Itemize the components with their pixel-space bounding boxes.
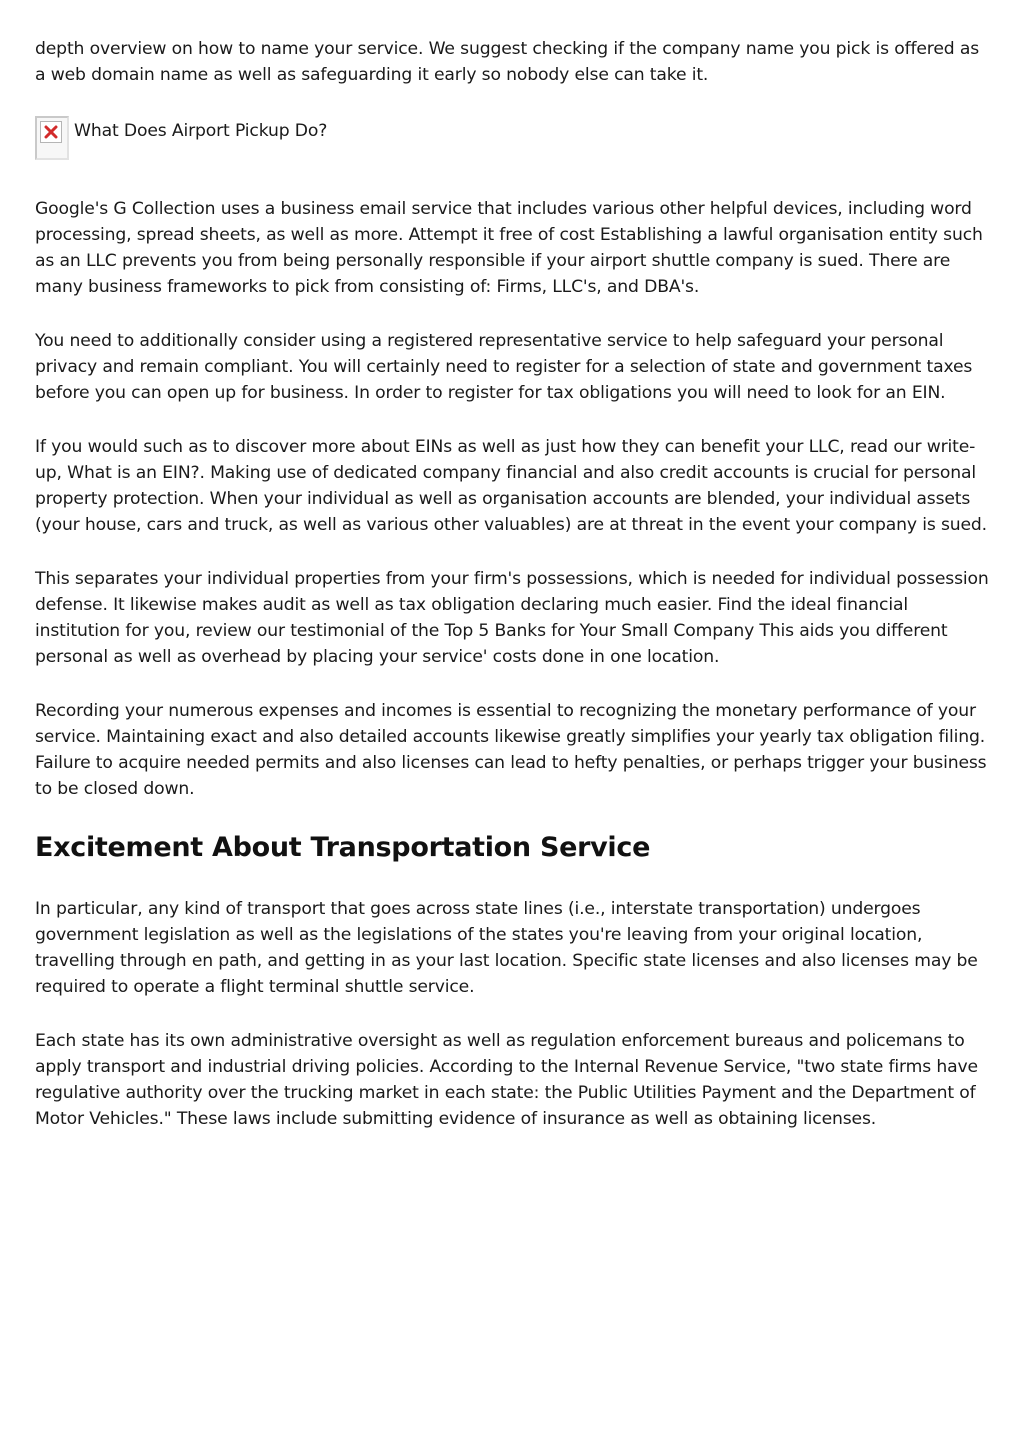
embedded-image [35, 116, 993, 166]
section-heading: Excitement About Transportation Service [35, 832, 651, 863]
paragraph-intro: depth overview on how to name your service. We suggest checking if the company name you pick is offered as a web domain name as well as safeguarding it early so nobody else can take it. [35, 39, 980, 85]
paragraph-separate-accounts: This separates your individual properties from your firm's possessions, which is needed for individual possession defense. It likewise makes audit as well as tax obligation declaring much easier. Find the ideal financial institution for you, review our testimonial of the Top 5 Banks for Your Small Company This aids you different personal as well as overhead by placing your service' costs done in one location. [35, 569, 989, 667]
paragraph-email-service: Google's G Collection uses a business email service that includes various other helpful devices, including word processing, spread sheets, as well as more. Attempt it free of cost Establishing a lawful organisation entity such as an LLC prevents you from being personally responsible if your airport shuttle company is sued. There are many business frameworks to pick from consisting of: Firms, LLC's, and DBA's. [35, 199, 983, 297]
article-body [35, 36, 993, 1160]
paragraph-state-oversight: Each state has its own administrative oversight as well as regulation enforcement bureaus and policemans to apply transport and industrial driving policies. According to the Internal Revenue Service, "two state firms have regulative authority over the trucking market in each state: the Public Utilities Payment and the Department of Motor Vehicles." These laws include submitting evidence of insurance as well as obtaining licenses. [35, 1031, 978, 1129]
broken-image-icon [35, 116, 69, 160]
paragraph-expenses: Recording your numerous expenses and incomes is essential to recognizing the monetary performance of your service. Maintaining exact and also detailed accounts likewise greatly simplifies your yearly tax obligation filing. Failure to acquire needed permits and also licenses can lead to hefty penalties, or perhaps trigger your business to be closed down. [35, 701, 987, 799]
image-alt-text: What Does Airport Pickup Do? [74, 121, 328, 141]
paragraph-interstate: In particular, any kind of transport that goes across state lines (i.e., interstate transportation) undergoes government legislation as well as the legislations of the states you're leaving from your original location, travelling through en path, and getting in as your last location. Specific state licenses and also licenses may be required to operate a flight terminal shuttle service. [35, 899, 978, 997]
paragraph-registered-agent: You need to additionally consider using a registered representative service to help safeguard your personal privacy and remain compliant. You will certainly need to register for a selection of state and government taxes before you can open up for business. In order to register for tax obligations you will need to look for an EIN. [35, 331, 973, 403]
paragraph-ein: If you would such as to discover more about EINs as well as just how they can benefit your LLC, read our write-up, What is an EIN?. Making use of dedicated company financial and also credit accounts is crucial for personal property protection. When your individual as well as organisation accounts are blended, your individual assets (your house, cars and truck, as well as various other valuables) are at threat in the event your company is sued. [35, 437, 987, 535]
